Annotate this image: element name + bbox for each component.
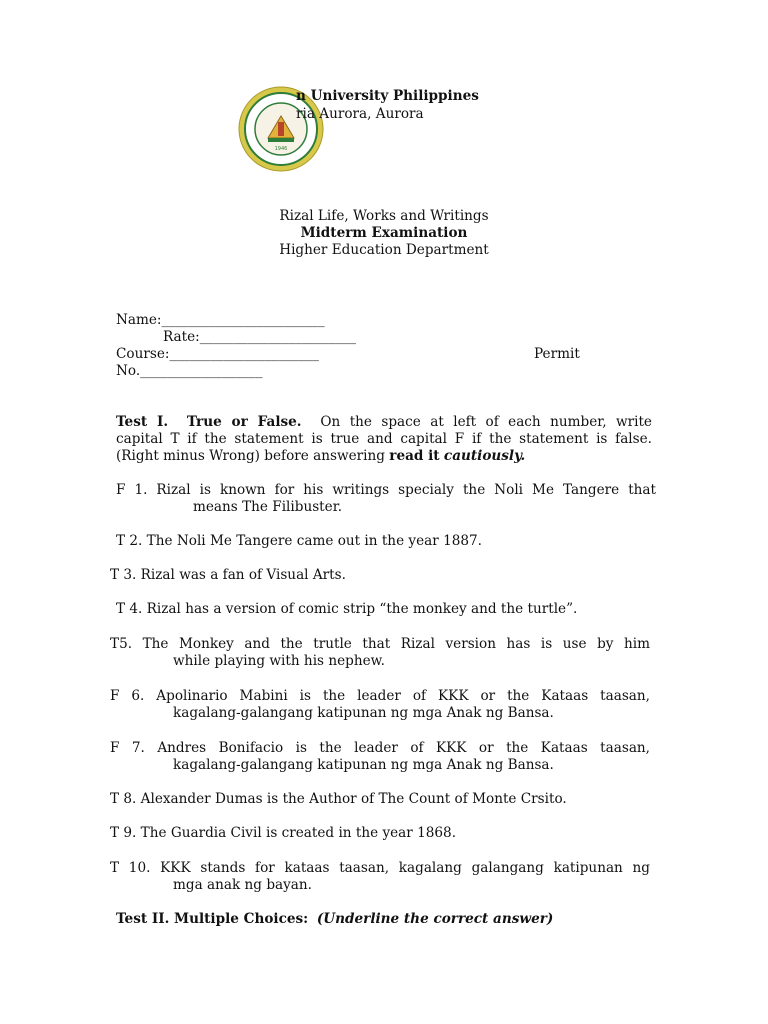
question-item: T 4. Rizal has a version of comic strip “the monkey and the turtle”. <box>116 601 578 617</box>
test1-instructions: Test I. True or False. On the space at left of each number, write capital T if the statement is true and capital F if the statement is false. (Right minus Wrong) before answering read it cautiously. <box>116 414 652 464</box>
department-title: Higher Education Department <box>279 242 489 258</box>
question-item: F 7. Andres Bonifacio is the leader of KKK or the Kataas taasan, kagalang-galangang katipunan ng mga Anak ng Bansa. <box>110 740 650 773</box>
institution-address: ria Aurora, Aurora <box>296 106 424 122</box>
svg-text:1946: 1946 <box>274 146 288 152</box>
question-item: F 1. Rizal is known for his writings specialy the Noli Me Tangere that means The Filibuster. <box>116 482 656 515</box>
question-item: F 6. Apolinario Mabini is the leader of KKK or the Kataas taasan, kagalang-galangang katipunan ng mga Anak ng Bansa. <box>110 688 650 721</box>
course-field: Course:______________________ <box>116 346 319 362</box>
exam-title: Midterm Examination <box>300 225 468 241</box>
question-item: T 3. Rizal was a fan of Visual Arts. <box>110 567 346 583</box>
question-item: T 2. The Noli Me Tangere came out in the year 1887. <box>116 533 482 549</box>
question-item: T 8. Alexander Dumas is the Author of The Count of Monte Crsito. <box>110 791 567 807</box>
test1-subheading: True or False. <box>186 414 302 430</box>
permit-number-field: No.__________________ <box>116 363 263 379</box>
test2-heading: Test II. Multiple Choices: (Underline the correct answer) <box>116 911 554 927</box>
question-item: T 10. KKK stands for kataas taasan, kagalang galangang katipunan ng mga anak ng bayan. <box>110 860 650 893</box>
test1-heading: Test I. <box>116 414 169 430</box>
permit-label: Permit <box>534 346 580 362</box>
rate-field: Rate:_______________________ <box>163 329 357 345</box>
name-field: Name:________________________ <box>116 312 325 328</box>
question-item: T5. The Monkey and the trutle that Rizal version has is use by him while playing with his nephew. <box>110 636 650 669</box>
test2-note: (Underline the correct answer) <box>316 911 554 927</box>
question-item: T 9. The Guardia Civil is created in the year 1868. <box>110 825 457 841</box>
course-title: Rizal Life, Works and Writings <box>279 208 489 224</box>
institution-name: n University Philippines <box>296 88 479 104</box>
